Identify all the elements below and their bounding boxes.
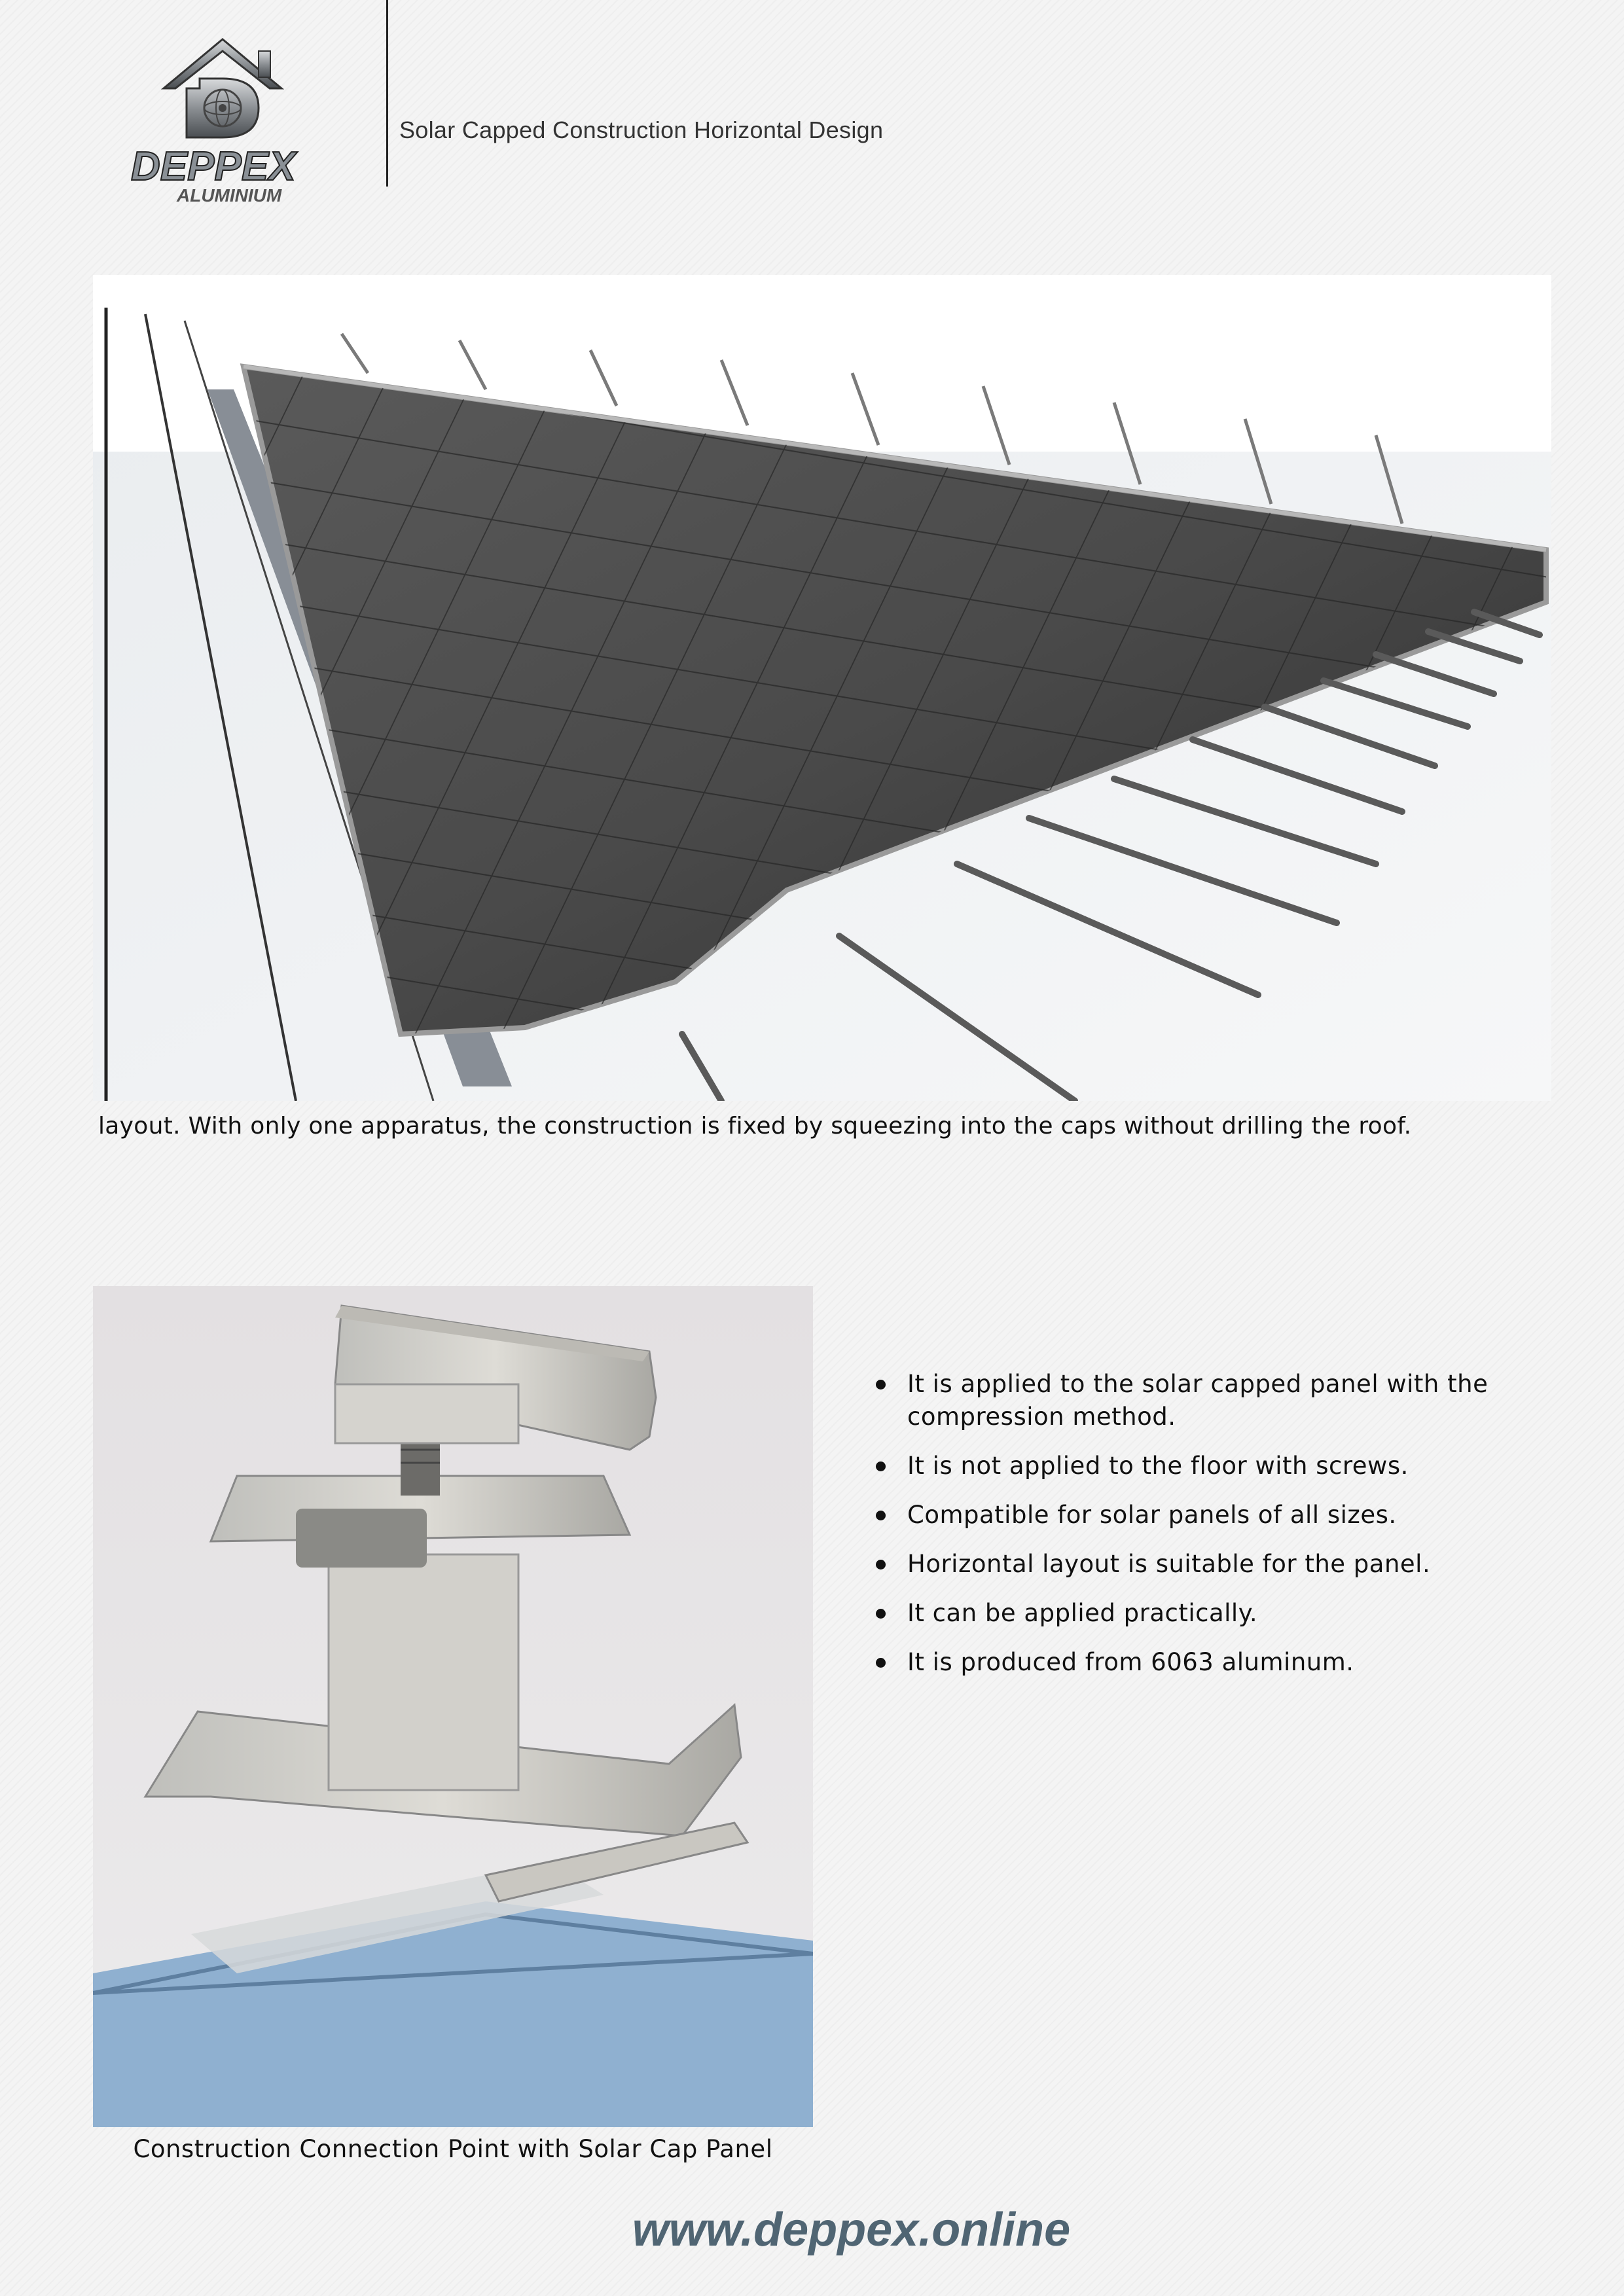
website-link[interactable]: www.deppex.online: [632, 2204, 1071, 2256]
bullet-icon: [876, 1560, 886, 1570]
feature-text: It is not applied to the floor with screws.: [907, 1452, 1409, 1480]
header-divider: [386, 0, 388, 187]
feature-text: Compatible for solar panels of all sizes.: [907, 1501, 1397, 1529]
feature-text: It can be applied practically.: [907, 1599, 1258, 1627]
bullet-icon: [876, 1462, 886, 1471]
product-caption: Construction Connection Point with Solar Cap Panel: [133, 2135, 773, 2163]
intro-paragraph: layout. With only one apparatus, the construction is fixed by squeezing into the caps without drilling the roof.: [98, 1113, 1412, 1139]
feature-text: Horizontal layout is suitable for the panel.: [907, 1550, 1431, 1578]
solar-roof-photo: [93, 275, 1551, 1101]
feature-item: [871, 1646, 1525, 1679]
bullet-icon: [876, 1658, 886, 1668]
bullet-icon: [876, 1609, 886, 1619]
bullet-icon: [876, 1380, 886, 1390]
logo-house-icon: [124, 26, 321, 209]
connection-point-photo: [93, 1286, 813, 2127]
deppex-logo: [124, 26, 321, 209]
bullet-icon: [876, 1511, 886, 1520]
feature-item: [871, 1597, 1525, 1630]
feature-item: [871, 1499, 1525, 1532]
feature-item: [871, 1548, 1525, 1581]
svg-text:ALUMINIUM: ALUMINIUM: [177, 185, 282, 206]
feature-item: [871, 1368, 1525, 1433]
feature-list: [871, 1368, 1525, 1695]
feature-item: [871, 1450, 1525, 1482]
svg-text:DEPPEX: DEPPEX: [131, 144, 296, 189]
feature-text: It is applied to the solar capped panel with the compression method.: [907, 1370, 1489, 1431]
feature-text: It is produced from 6063 aluminum.: [907, 1648, 1354, 1676]
header-title: Solar Capped Construction Horizontal Design: [399, 117, 884, 143]
